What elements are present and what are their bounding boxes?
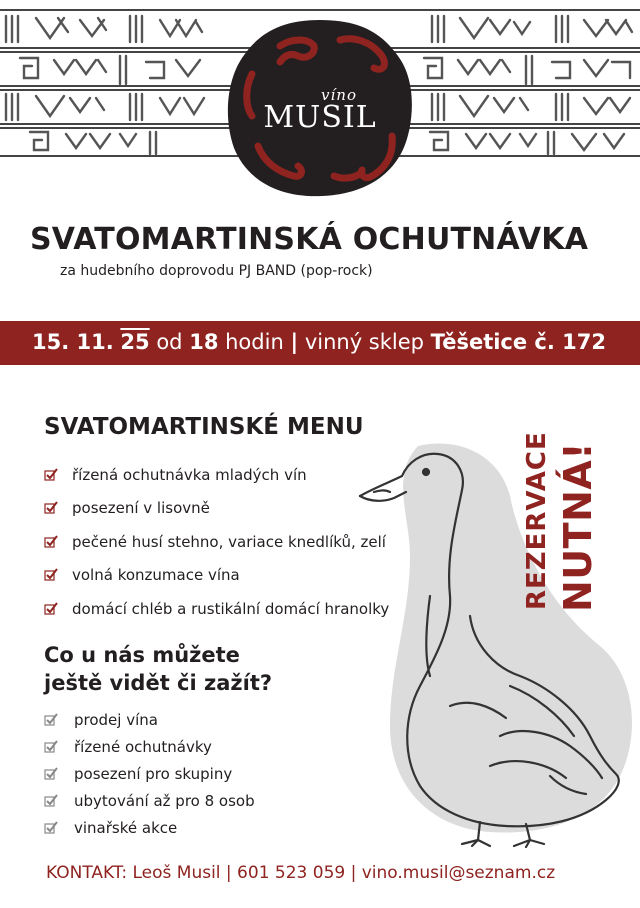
menu-list (44, 458, 389, 626)
list-item (44, 525, 389, 559)
see-item-label: prodej vína (74, 710, 158, 729)
checkmark-icon (44, 794, 58, 808)
banner-separator: | (290, 330, 299, 354)
hodin-label: hodin (225, 330, 284, 354)
logo-text-vino: víno (321, 86, 357, 104)
checkmark-icon (44, 767, 58, 781)
list-item (44, 592, 389, 626)
checkmark-icon (44, 468, 58, 482)
see-title (44, 641, 272, 697)
menu-item-label: řízená ochutnávka mladých vín (72, 465, 307, 484)
event-hour: 18 (189, 330, 219, 354)
musil-logo (222, 16, 418, 200)
see-item-label: ubytování až pro 8 osob (74, 792, 255, 811)
checkmark-icon (44, 568, 58, 582)
see-title-line1: Co u nás můžete (44, 643, 240, 667)
list-item (44, 733, 255, 760)
see-title-line2: ještě vidět či zažít? (44, 671, 273, 695)
place-label: vinný sklep (304, 330, 424, 354)
logo-text-musil: MUSIL (263, 100, 377, 135)
date-banner-text (32, 330, 606, 354)
list-item (44, 760, 255, 787)
menu-item-label: pečené husí stehno, variace knedlíků, zelí (72, 532, 386, 551)
od-label: od (156, 330, 183, 354)
menu-item-label: volná konzumace vína (72, 566, 240, 585)
list-item (44, 706, 255, 733)
checkmark-icon (44, 821, 58, 835)
checkmark-icon (44, 713, 58, 727)
contact-line: KONTAKT: Leoš Musil | 601 523 059 | vino.musil@seznam.cz (46, 863, 556, 883)
list-item (44, 492, 389, 526)
checkmark-icon (44, 602, 58, 616)
checkmark-icon (44, 740, 58, 754)
event-year: 25 (120, 330, 150, 354)
list-item (44, 458, 389, 492)
menu-item-label: domácí chléb a rustikální domácí hranolky (72, 599, 390, 618)
see-item-label: posezení pro skupiny (74, 764, 233, 783)
reservation-line1: REZERVACE (522, 431, 552, 610)
page-title: SVATOMARTINSKÁ OCHUTNÁVKA (30, 222, 589, 257)
see-item-label: vinařské akce (74, 819, 178, 838)
checkmark-icon (44, 501, 58, 515)
list-item (44, 815, 255, 842)
list-item (44, 788, 255, 815)
see-list (44, 706, 255, 842)
event-place: Těšetice č. 172 (430, 330, 607, 354)
see-item-label: řízené ochutnávky (74, 737, 212, 756)
list-item (44, 559, 389, 593)
menu-item-label: posezení v lisovně (72, 499, 210, 518)
date-banner (0, 321, 640, 365)
event-date: 15. 11. (32, 330, 114, 354)
checkmark-icon (44, 535, 58, 549)
page-subtitle: za hudebního doprovodu PJ BAND (pop-rock) (60, 263, 373, 279)
menu-title: SVATOMARTINSKÉ MENU (44, 414, 364, 440)
reservation-line2: NUTNÁ! (556, 441, 600, 612)
